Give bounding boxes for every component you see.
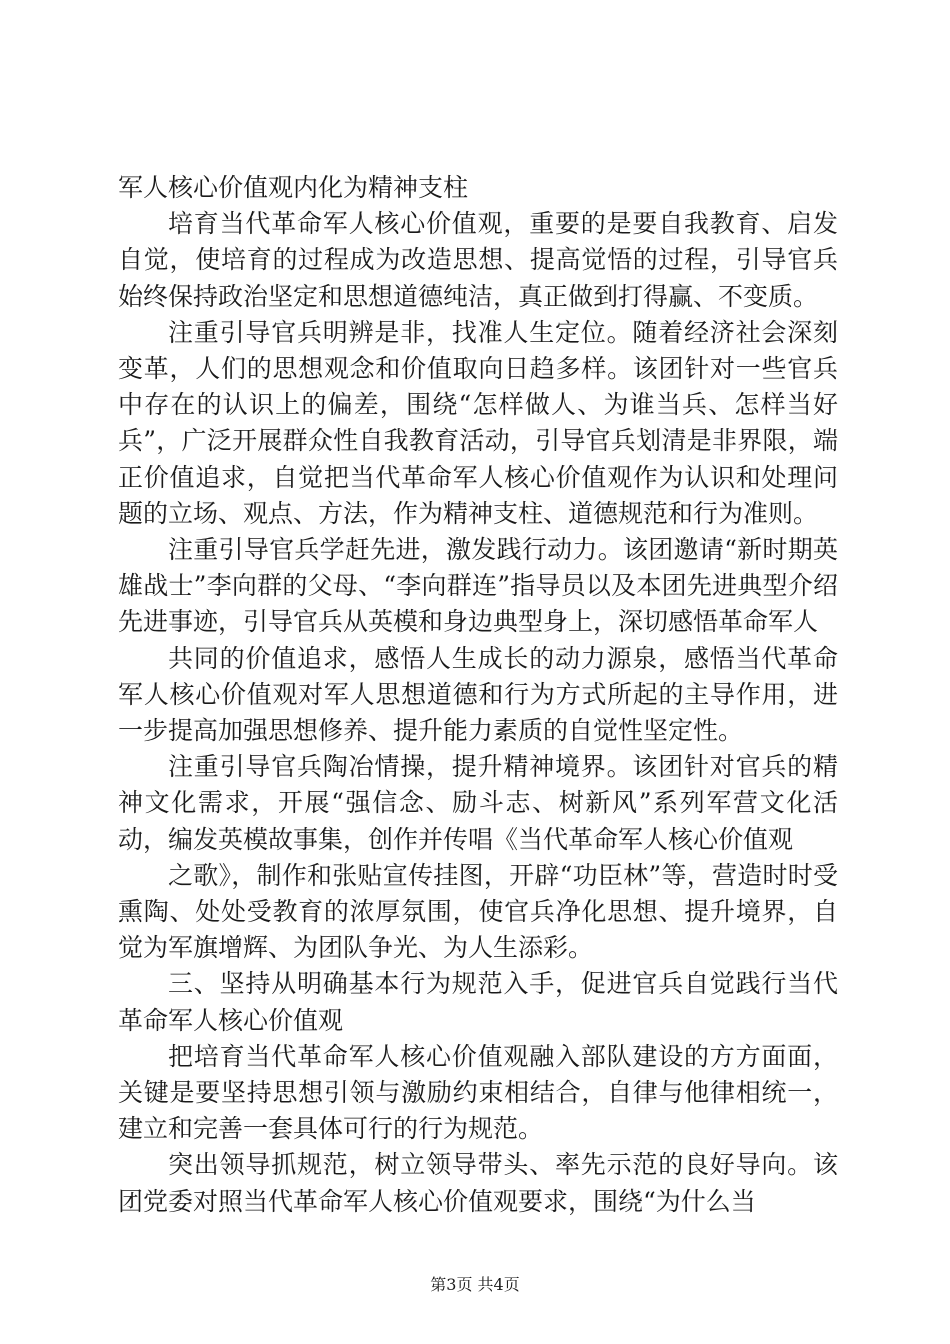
paragraph-7: 之歌》，制作和张贴宣传挂图，开辟“功臣林”等，营造时时受熏陶、处处受教育的浓厚氛围，使官兵净化思想、提升境界，自觉为军旗增辉、为团队争光、为人生添彩。 (118, 860, 838, 963)
paragraph-6: 注重引导官兵陶冶情操，提升精神境界。该团针对官兵的精神文化需求，开展“强信念、励斗志、树新风”系列军营文化活动，编发英模故事集，创作并传唱《当代革命军人核心价值观 (118, 752, 838, 854)
paragraph-4: 注重引导官兵学赶先进，激发践行动力。该团邀请“新时期英雄战士”李向群的父母、“李向群连”指导员以及本团先进典型介绍先进事迹，引导官兵从英模和身边典型身上，深切感悟革命军人 (118, 535, 838, 637)
paragraph-1: 军人核心价值观内化为精神支柱 (118, 173, 469, 202)
paragraph-5: 共同的价值追求，感悟人生成长的动力源泉，感悟当代革命军人核心价值观对军人思想道德和行为方式所起的主导作用，进一步提高加强思想修养、提升能力素质的自觉性坚定性。 (118, 643, 838, 746)
page-number: 第3页 共4页 (430, 1275, 520, 1294)
document-body (118, 170, 838, 1220)
paragraph-3: 注重引导官兵明辨是非，找准人生定位。随着经济社会深刻变革，人们的思想观念和价值取向日趋多样。该团针对一些官兵中存在的认识上的偏差，围绕“怎样做人、为谁当兵、怎样当好兵”，广泛开展群众性自我教育活动，引导官兵划清是非界限，端正价值追求，自觉把当代革命军人核心价值观作为认识和处理问题的立场、观点、方法，作为精神支柱、道德规范和行为准则。 (118, 317, 838, 528)
paragraph-2: 培育当代革命军人核心价值观，重要的是要自我教育、启发自觉，使培育的过程成为改造思想、提高觉悟的过程，引导官兵始终保持政治坚定和思想道德纯洁，真正做到打得赢、不变质。 (118, 209, 838, 311)
paragraph-9: 把培育当代革命军人核心价值观融入部队建设的方方面面，关键是要坚持思想引领与激励约束相结合，自律与他律相统一，建立和完善一套具体可行的行为规范。 (118, 1041, 838, 1144)
paragraph-10: 突出领导抓规范，树立领导带头、率先示范的良好导向。该团党委对照当代革命军人核心价值观要求，围绕“为什么当 (118, 1150, 838, 1216)
paragraph-8: 三、坚持从明确基本行为规范入手，促进官兵自觉践行当代革命军人核心价值观 (118, 969, 838, 1035)
